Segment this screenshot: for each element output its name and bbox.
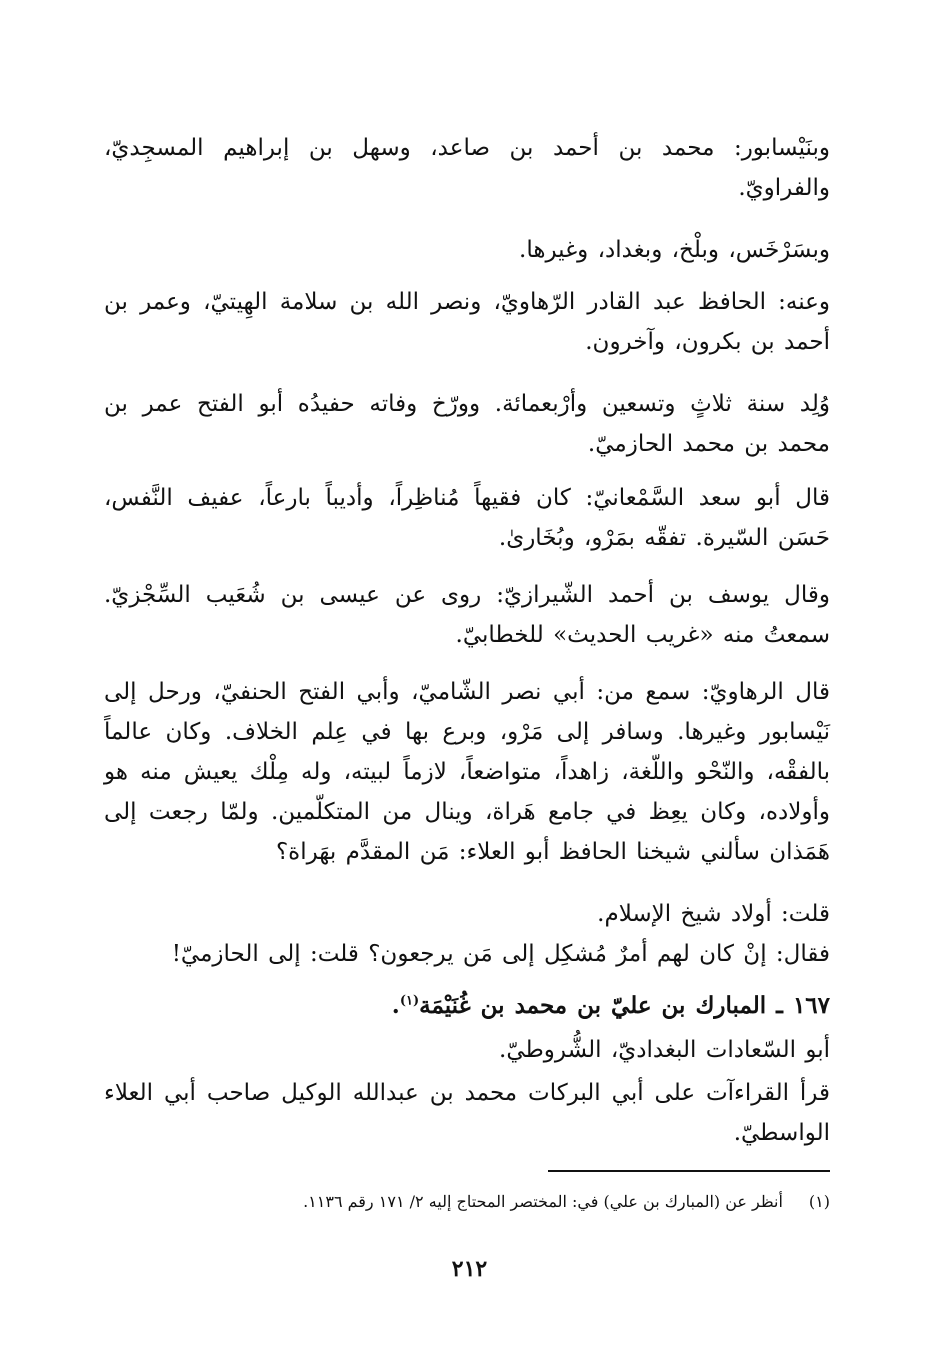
paragraph-birth: وُلِد سنة ثلاثٍ وتسعين وأرْبعمائة. وورّخ وفاته حفيدُه أبو الفتح عمر بن محمد بن محمد الحازميّ.: [104, 391, 830, 457]
paragraph-rahawi-quote: قال الرهاويّ: سمع من: أبي نصر الشّاميّ، وأبي الفتح الحنفيّ، ورحل إلى نَيْسابور وغيرها. وسافر إلى مَرْو، وبرع بها في عِلم الخلاف. وكان عالماً بالفقْه، والنّحْو واللّغة، زاهداً، متواضعاً، لازماً لبيته، وله مِلْك يعيش منه هو وأولاده، وكان يعِظ في جامع هَراة، وينال من المتكلّمين. ولمّا رجعت إلى هَمَذان سألني شيخنا الحافظ أبو العلاء: مَن المقدَّم بهَراة؟: [104, 679, 830, 865]
paragraph-qultu: قلت: أولاد شيخ الإسلام.: [597, 901, 830, 927]
footnote-number: (١): [808, 1192, 830, 1211]
paragraph-sarakhs: وبسَرْخَس، وبلْخ، وبغداد، وغيرها.: [519, 237, 830, 263]
paragraph-nishapur-teachers: وبنَيْسابور: محمد بن أحمد بن صاعد، وسهل بن إبراهيم المسجِديّ، والفراويّ.: [104, 135, 830, 201]
paragraph-samani-quote: قال أبو سعد السَّمْعانيّ: كان فقيهاً مُناظِراً، وأديباً بارعاً، عفيف النَّفس، حَسَن السّيرة. تفقّه بمَرْو، وبُخَارىٰ.: [104, 485, 830, 551]
entry-heading-end: .: [391, 992, 400, 1019]
footnote-reference: (١): [399, 993, 420, 1009]
footnote-divider: [548, 1170, 830, 1172]
entry-text: قرأ القراءآت على أبي البركات محمد بن عبدالله الوكيل صاحب أبي العلاء الواسطيّ.: [104, 1080, 830, 1146]
entry-kunya: أبو السّعادات البغداديّ، الشُّروطيّ.: [499, 1037, 830, 1063]
footnote: [104, 1190, 830, 1214]
paragraph-students: وعنه: الحافظ عبد القادر الرّهاويّ، ونصر الله بن سلامة الهِيتيّ، وعمر بن أحمد بن بكرون، وآخرون.: [104, 289, 830, 355]
paragraph-shirazi-quote: وقال يوسف بن أحمد الشّيرازيّ: روى عن عيسى بن شُعَيب السِّجْزيّ. سمعتُ منه «غريب الحديث» للخطابيّ.: [104, 582, 830, 648]
entry-heading: [104, 986, 830, 1026]
paragraph-faqala: فقال: إنْ كان لهم أمرٌ مُشكِل إلى مَن يرجعون؟ قلت: إلى الحازميّ!: [171, 941, 830, 967]
page-number: ٢١٢: [451, 1256, 488, 1282]
footnote-text: أنظر عن (المبارك بن علي) في: المختصر المحتاج إليه ٢/ ١٧١ رقم ١١٣٦.: [303, 1192, 783, 1211]
entry-heading-text: ١٦٧ ـ المبارك بن عليّ بن محمد بن غُنَيْمَة: [419, 992, 830, 1019]
